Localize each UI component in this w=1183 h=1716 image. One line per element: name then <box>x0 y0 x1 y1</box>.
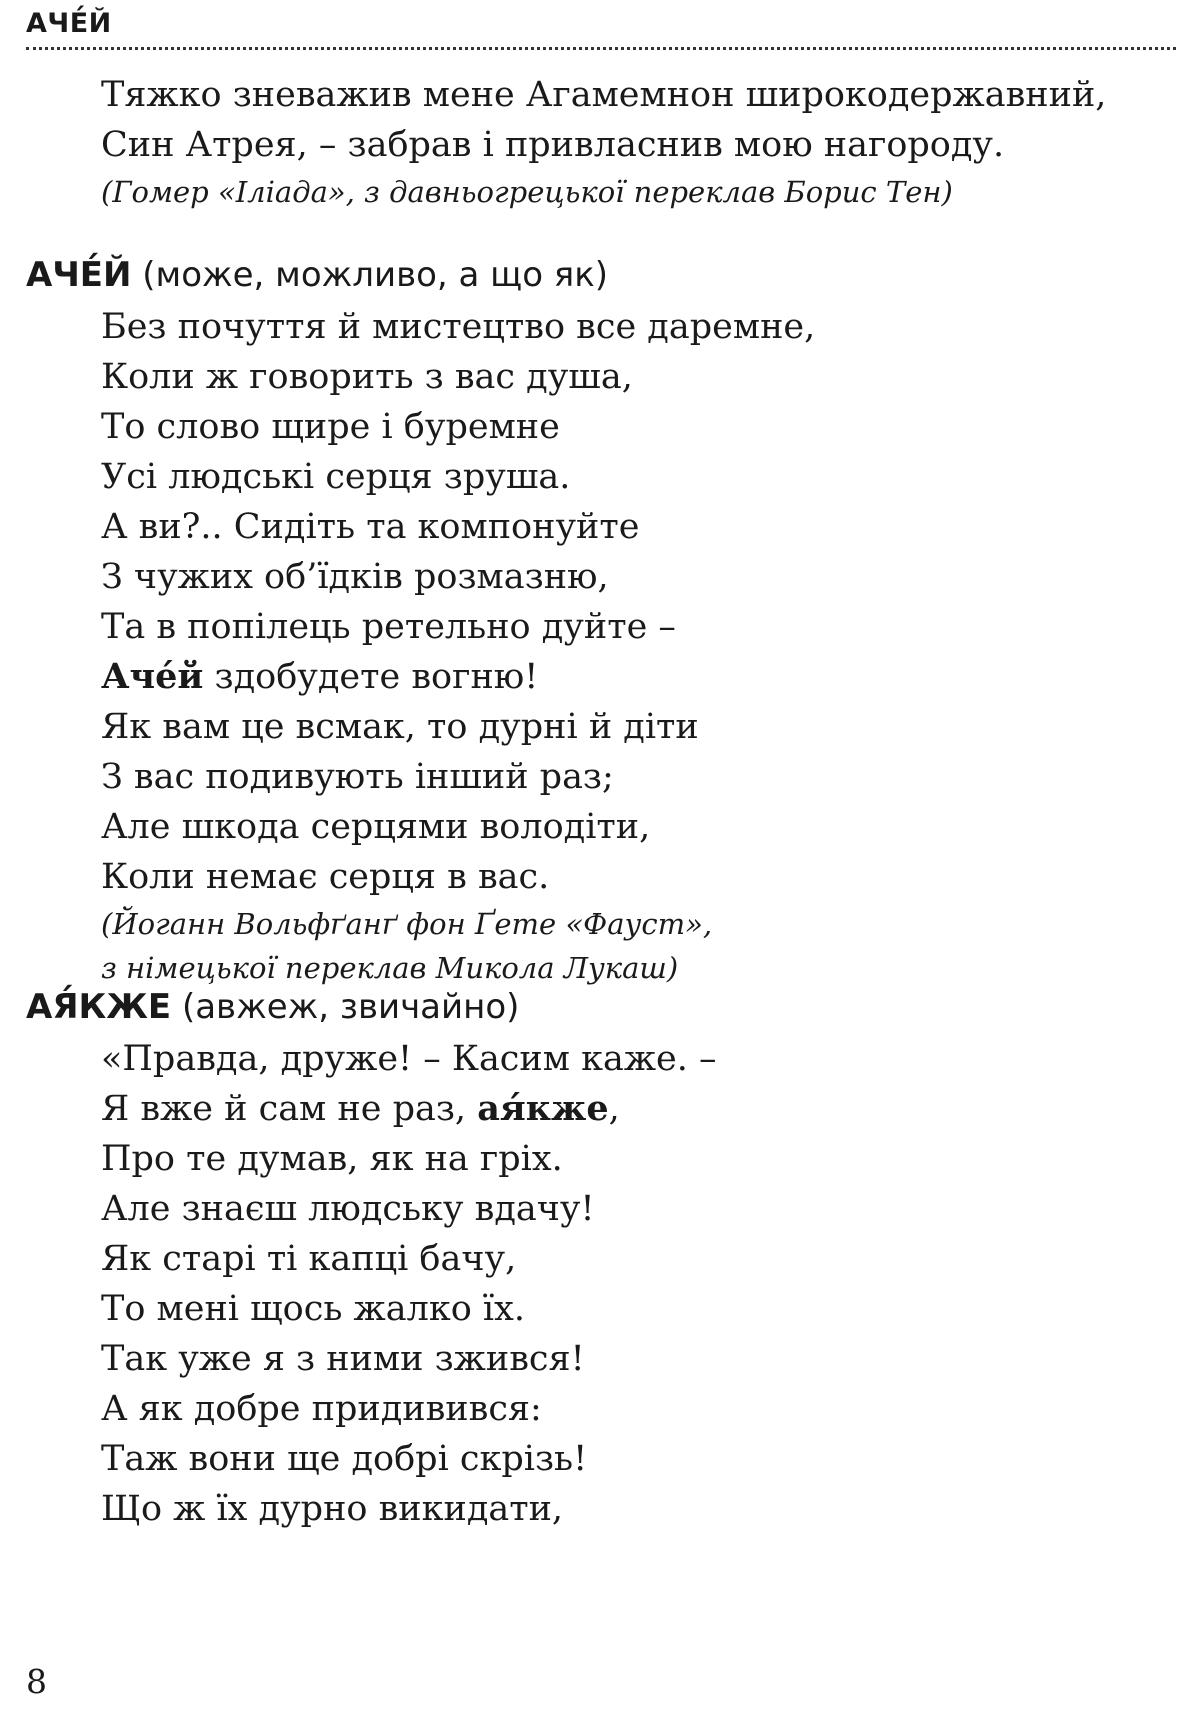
verse-line-highlight <box>101 1084 1183 1134</box>
verse-line: Без почуття й мистецтво все даремне, <box>101 307 816 347</box>
verse-line: Син Атрея, – забрав і привласнив мою нагороду. <box>101 125 1005 165</box>
header-dotted-rule <box>26 47 1176 50</box>
entry-heading-achei <box>26 250 608 300</box>
verse-text: Я вже й сам не раз, <box>101 1089 478 1129</box>
verse-line: Таж вони ще добрі скрізь! <box>101 1439 588 1479</box>
verse-line: Як вам це всмак, то дурні й діти <box>101 707 699 747</box>
verse-line: Коли ж говорить з вас душа, <box>101 357 633 397</box>
verse-text: здобудете вогню! <box>203 657 539 697</box>
verse-line: «Правда, друже! – Касим каже. – <box>101 1039 717 1079</box>
verse-line: Що ж їх дурно викидати, <box>101 1489 564 1529</box>
running-head: АЧЕ́Й <box>26 8 112 39</box>
verse-line-highlight <box>101 652 1183 702</box>
verse-line: А ви?.. Сидіть та компонуйте <box>101 507 640 547</box>
verse-line: З вас подивують інший раз; <box>101 757 614 797</box>
verse-line: То слово щире і буремне <box>101 407 560 447</box>
verse-line: Коли немає серця в вас. <box>101 857 550 897</box>
verse-line: То мені щось жалко їх. <box>101 1289 525 1329</box>
verse-line: Так уже я з ними зжився! <box>101 1339 585 1379</box>
verse-line: З чужих об’їдків розмазню, <box>101 557 609 597</box>
verse-iliad <box>0 70 1183 214</box>
entry-gloss: (може, можливо, а що як) <box>131 255 609 295</box>
verse-line: Про те думав, як на гріх. <box>101 1139 563 1179</box>
citation-iliad: (Гомер «Іліада», з давньогрецької переклав Борис Тен) <box>101 175 953 209</box>
page-number: 8 <box>26 1662 47 1701</box>
highlighted-term: ая́кже <box>477 1088 609 1129</box>
verse-text: , <box>608 1089 620 1129</box>
verse-faust <box>0 302 1183 990</box>
verse-line: Тяжко зневажив мене Агамемнон широкодержавний, <box>101 75 1107 115</box>
verse-kasym <box>0 1034 1183 1534</box>
verse-line: Але шкода серцями володіти, <box>101 807 651 847</box>
highlighted-term: Аче́й <box>101 656 204 697</box>
entry-heading-ayakzhe <box>26 982 519 1032</box>
verse-line: Усі людські серця зруша. <box>101 457 571 497</box>
citation-faust: з німецької переклав Микола Лукаш) <box>101 951 679 985</box>
entry-gloss: (авжеж, звичайно) <box>171 987 520 1027</box>
entry-term: АЧЕ́Й <box>26 255 132 295</box>
verse-line: Але знаєш людську вдачу! <box>101 1189 595 1229</box>
verse-line: А як добре придивився: <box>101 1389 542 1429</box>
verse-line: Як старі ті капці бачу, <box>101 1239 517 1279</box>
entry-term: АЯ́КЖЕ <box>26 987 172 1027</box>
verse-line: Та в попілець ретельно дуйте – <box>101 607 676 647</box>
citation-faust: (Йоганн Вольфґанґ фон Ґете «Фауст», <box>101 907 713 941</box>
